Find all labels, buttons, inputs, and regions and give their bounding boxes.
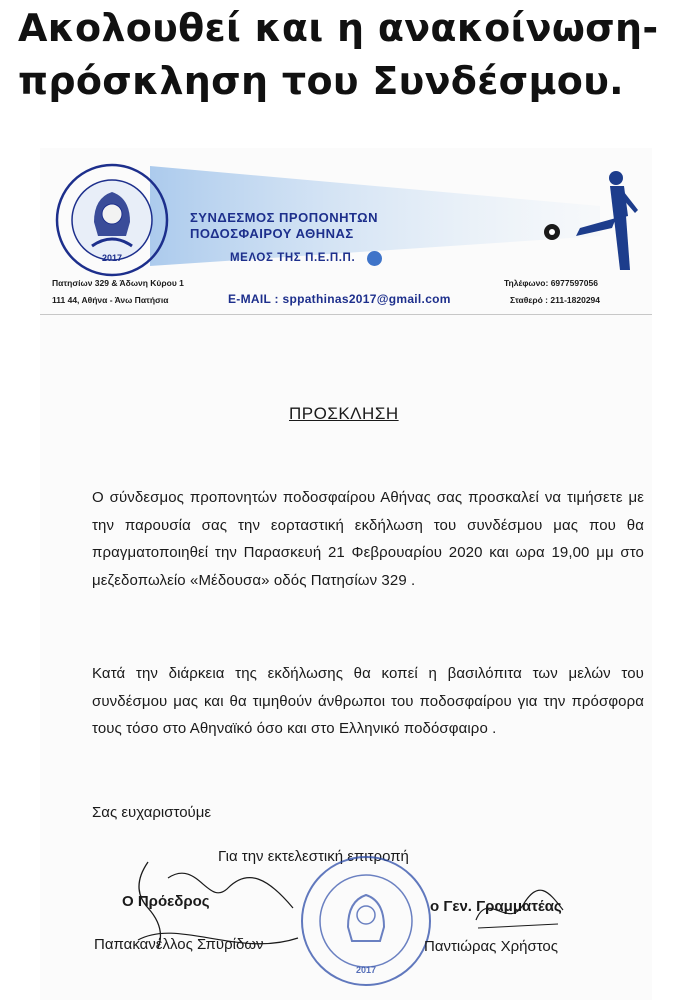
org-name-line-1: ΣΥΝΔΕΣΜΟΣ ΠΡΟΠΟΝΗΤΩΝ [190,210,378,225]
association-seal [298,853,434,989]
address-line-1: Πατησίων 329 & Άδωνη Κύρου 1 [52,278,184,288]
letterhead-divider [40,314,652,315]
org-name-line-2: ΠΟΔΟΣΦΑΙΡΟΥ ΑΘΗΝΑΣ [190,226,354,241]
invitation-document [40,148,652,1000]
federation-emblem-icon [367,251,382,266]
president-name: Παπακανέλλος Σπυρίδων [94,936,264,953]
invitation-paragraph: Ο σύνδεσμος προπονητών ποδοσφαίρου Αθήνας σας προσκαλεί να τιμήσετε με την παρουσία σας την εορταστική εκδήλωση του συνδέσμου μας που θα πραγματοποιηθεί την Παρασκευή 21 Φεβρουαρίου 2020 και ωρα 19,00 μμ στο μεζεδοπωλείο «Μέδουσα» οδός Πατησίων 329 . [92,489,644,589]
letterhead [40,148,652,326]
letter-title: ΠΡΟΣΚΛΗΣΗ [289,404,399,423]
association-logo [54,162,170,278]
email-address: E-MAIL : sppathinas2017@gmail.com [228,292,451,306]
member-label: ΜΕΛΟΣ ΤΗΣ Π.Ε.Π.Π. [230,252,356,264]
secretary-name: Παντιώρας Χρήστος [424,938,558,955]
landline-number: Σταθερό : 211-1820294 [510,295,601,305]
article-headline [18,2,668,108]
address-line-2: 111 44, Αθήνα - Άνω Πατήσια [52,295,169,305]
phone-number: Τηλέφωνο: 6977597056 [504,278,598,288]
football-player-icon [540,170,640,270]
president-role: Ο Πρόεδρος [122,893,210,910]
headline-line-2: πρόσκληση του Συνδέσμου. [18,59,624,103]
committee-line: Για την εκτελεστική επιτροπή [218,848,409,865]
event-details-paragraph: Κατά την διάρκεια της εκδήλωσης θα κοπεί η βασιλόπιτα των μελών του συνδέσμου μας και θα τιμηθούν άνθρωποι του ποδοσφαίρου για την πρόσφορα τους τόσο στο Αθηναϊκό όσο και στο Ελληνικό ποδόσφαιρο . [92,665,644,737]
logo-year: 2017 [101,253,123,263]
thanks-line: Σας ευχαριστούμε [92,804,212,821]
seal-year: 2017 [355,965,377,975]
secretary-role: ο Γεν. Γραμματέας [430,898,562,915]
headline-line-1: Ακολουθεί και η ανακοίνωση- [18,6,659,50]
